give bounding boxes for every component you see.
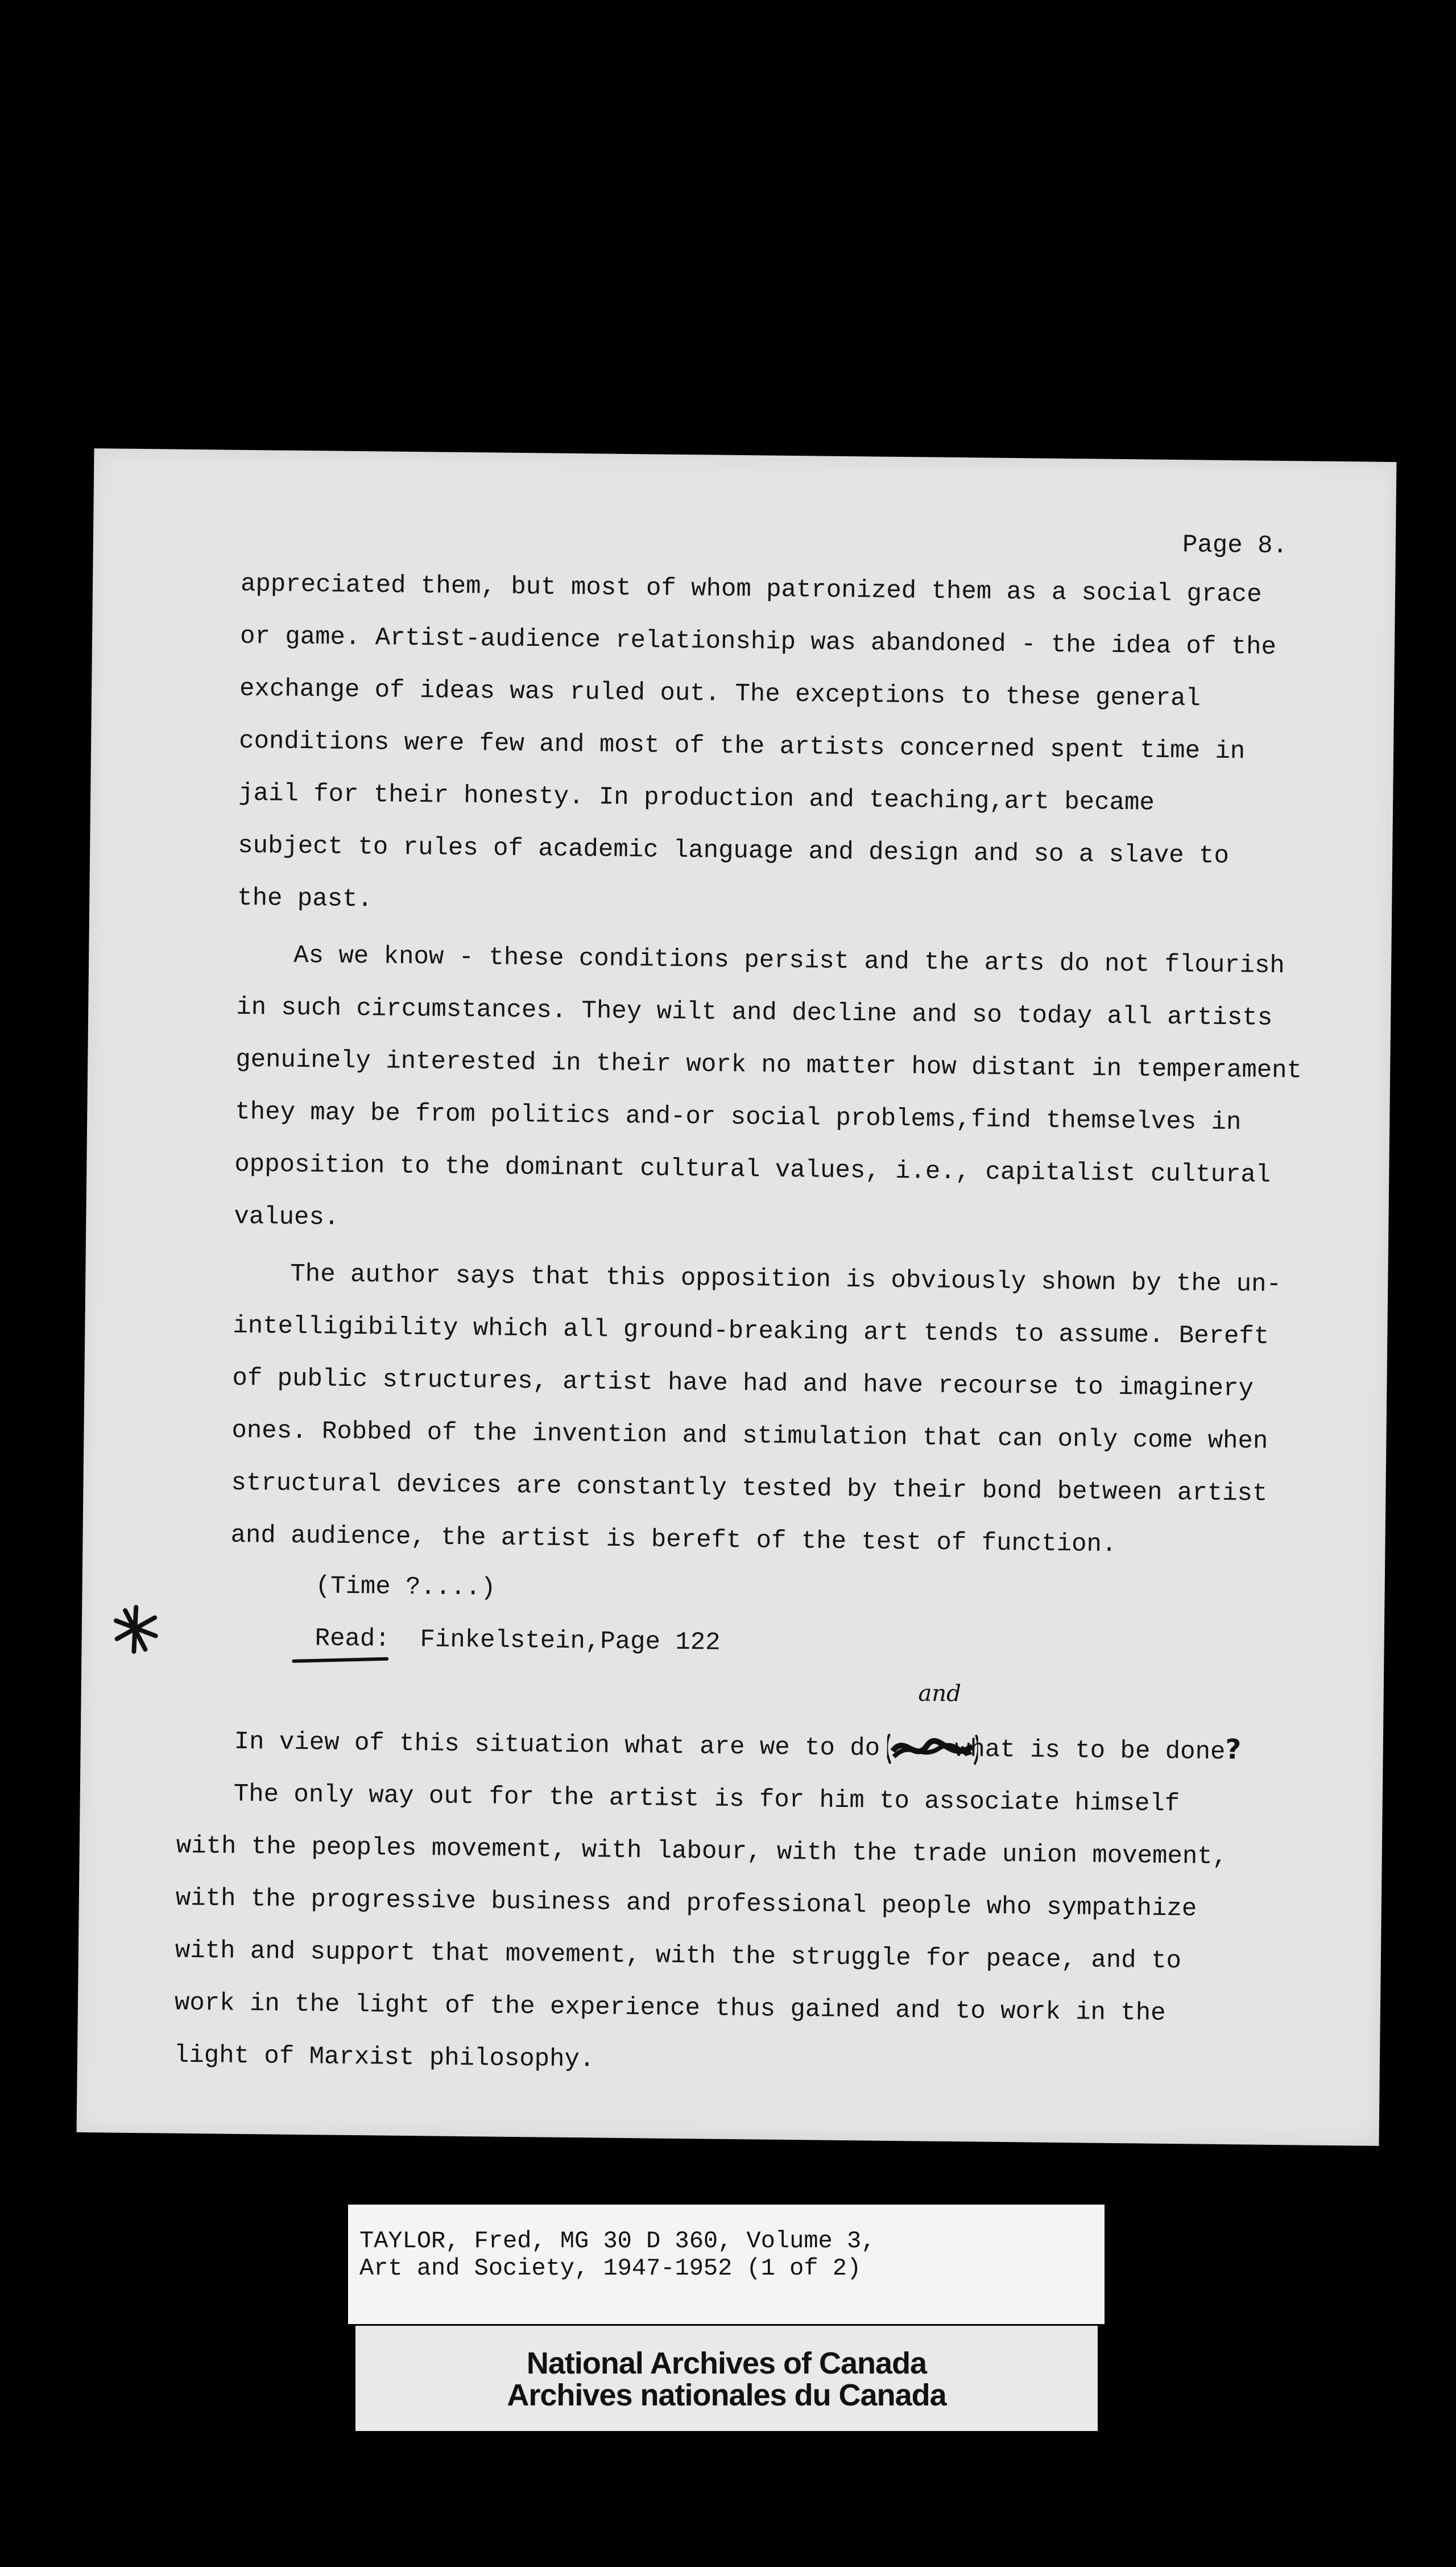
text-line: with the peoples movement, with labour, with the trade union movement, [176, 1831, 1228, 1872]
typewritten-page [77, 448, 1397, 2146]
archive-reference-label [348, 2205, 1105, 2324]
text-line: opposition to the dominant cultural values, i.e., capitalist cultural [234, 1150, 1271, 1190]
text-line: and audience, the artist is bereft of the test of function. [230, 1521, 1117, 1559]
text-line: the past. [237, 884, 373, 914]
text-line: structural devices are constantly tested by their bond between artist [231, 1468, 1268, 1508]
text-line: As we know - these conditions persist and the arts do not flourish [293, 941, 1285, 981]
handwritten-question-mark: ? [1225, 1734, 1242, 1766]
text-line: they may be from politics and-or social problems,find themselves in [235, 1097, 1242, 1137]
text-line: intelligibility which all ground-breaking art tends to assume. Bereft [233, 1311, 1269, 1351]
archive-label-line: Art and Society, 1947-1952 (1 of 2) [359, 2255, 862, 2282]
text-line: of public structures, artist have had and have recourse to imaginery [232, 1364, 1254, 1404]
paragraph-4 [174, 1768, 1372, 2094]
handwritten-insertion: and [918, 1680, 961, 1707]
scribble-strike-icon [887, 1728, 978, 1769]
text-line: The only way out for the artist is for him to associate himself [233, 1780, 1180, 1819]
text-line: in such circumstances. They wilt and decline and so today all artists [236, 993, 1273, 1033]
struck-out-word [895, 1680, 961, 1776]
text-line: genuinely interested in their work no matter how distant in temperament [235, 1045, 1302, 1086]
time-note: (Time ?....) [315, 1572, 496, 1603]
read-note: Read : Finkelstein,Page 122 [178, 1611, 1316, 1675]
text-line: appreciated them, but most of whom patronized them as a social grace [240, 569, 1262, 609]
paragraph-1 [237, 558, 1322, 936]
text-line: light of Marxist philosophy. [173, 2041, 595, 2074]
text-line: ones. Robbed of the invention and stimulation that can only come when [231, 1416, 1268, 1456]
handwritten-underline [292, 1657, 388, 1663]
handwritten-asterisk-icon [110, 1604, 162, 1656]
read-label: Read [315, 1612, 375, 1665]
paragraph-2 [234, 929, 1318, 1254]
text-line: jail for their honesty. In production and teaching,art became [238, 779, 1155, 818]
paragraph-3 [230, 1248, 1314, 1573]
text-line: conditions were few and most of the artists concerned spent time in [238, 727, 1246, 766]
page-number: Page 8. [1182, 531, 1288, 561]
text-line: with and support that movement, with the struggle for peace, and to [175, 1936, 1182, 1976]
text-line: The author says that this opposition is obviously shown by the un- [290, 1260, 1282, 1299]
archive-label-line: TAYLOR, Fred, MG 30 D 360, Volume 3, [359, 2227, 876, 2255]
text-line: work in the light of the experience thus gained and to work in the [174, 1988, 1166, 2028]
read-reference: Finkelstein,Page 122 [420, 1625, 721, 1657]
text-line: with the progressive business and professional people who sympathize [175, 1884, 1197, 1924]
question-line: In view of this situation what are we to do and what is to be done? [177, 1712, 1372, 1780]
text-line: subject to rules of academic language and design and so a slave to [237, 831, 1230, 871]
body-text [230, 558, 1321, 1573]
text-line: or game. Artist-audience relationship was abandoned - the idea of the [239, 622, 1277, 662]
reading-note [178, 1559, 1317, 1675]
text-line: values. [234, 1202, 340, 1232]
archive-stamp [355, 2326, 1098, 2431]
closing-text [173, 1680, 1372, 2094]
archive-stamp-french: Archives nationales du Canada [507, 2378, 946, 2412]
text-line: exchange of ideas was ruled out. The exceptions to these general [239, 674, 1201, 713]
archive-stamp-english: National Archives of Canada [526, 2346, 927, 2380]
